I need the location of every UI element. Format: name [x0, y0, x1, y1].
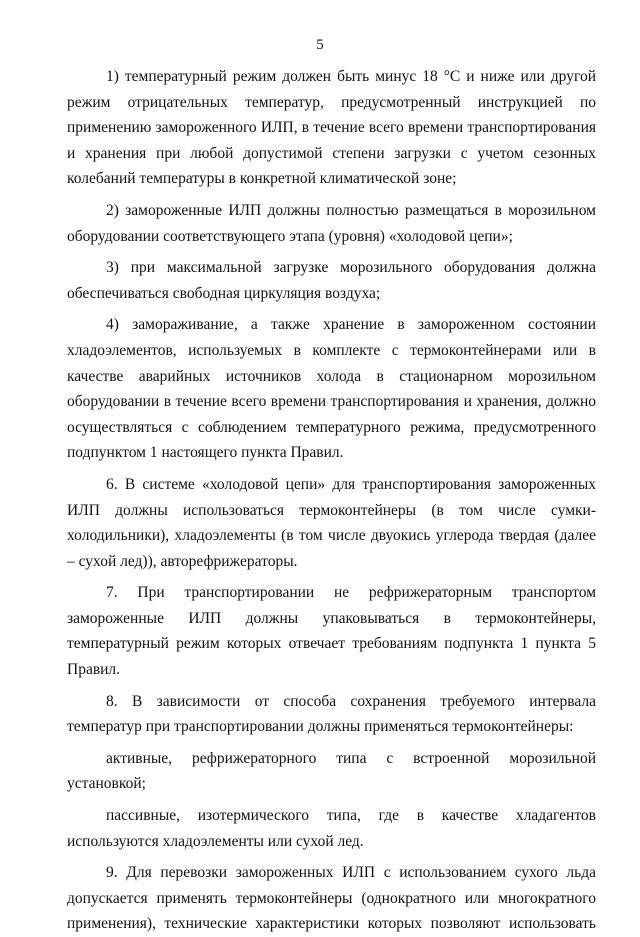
paragraph-subitem-4: 4) замораживание, а также хранение в замороженном состоянии хладоэлементов, используемых в комплекте с термоконтейнерами или в качестве аварийных источников холода в стационарном морозильном оборудовании в течение всего времени транспортирования и хранения, должно осуществляться с соблюдением температурного режима, предусмотренного подпунктом 1 настоящего пункта Правил.	[67, 316, 596, 462]
paragraph-item-7: 7. При транспортировании не рефрижераторным транспортом замороженные ИЛП должны упаковываться в термоконтейнеры, температурный режим которых отвечает требованиям подпункта 1 пункта 5 Правил.	[67, 584, 596, 679]
paragraph-subitem-1: 1) температурный режим должен быть минус 18 °С и ниже или другой режим отрицательных температур, предусмотренный инструкцией по применению замороженного ИЛП, в течение всего времени транспортирования и хранения при любой допустимой степени загрузки с учетом сезонных колебаний температуры в конкретной климатической зоне;	[67, 68, 596, 188]
paragraph-passive-containers: пассивные, изотермического типа, где в качестве хладагентов используются хладоэлементы или сухой лед.	[67, 807, 596, 850]
paragraph-subitem-3: 3) при максимальной загрузке морозильного оборудования должна обеспечиваться свободная циркуляция воздуха;	[67, 259, 596, 302]
paragraph-item-8: 8. В зависимости от способа сохранения требуемого интервала температур при транспортировании должны применяться термоконтейнеры:	[67, 692, 596, 736]
paragraph-item-6: 6. В системе «холодовой цепи» для транспортирования замороженных ИЛП должны использоваться термоконтейнеры (в том числе сумки-холодильники), хладоэлементы (в том числе двуокись углерода твердая (далее – сухой лед)), авторефрижераторы.	[67, 475, 596, 570]
body-text	[67, 64, 596, 937]
paragraph-active-containers: активные, рефрижераторного типа с встроенной морозильной установкой;	[67, 749, 596, 793]
page-number: 5	[316, 37, 324, 53]
paragraph-item-9: 9. Для перевозки замороженных ИЛП с использованием сухого льда допускается применять термоконтейнеры (однократного или многократного применения), технические характеристики которых позволяют использовать	[67, 864, 596, 933]
paragraph-subitem-2: 2) замороженные ИЛП должны полностью размещаться в морозильном оборудовании соответствующего этапа (уровня) «холодовой цепи»;	[67, 201, 596, 245]
